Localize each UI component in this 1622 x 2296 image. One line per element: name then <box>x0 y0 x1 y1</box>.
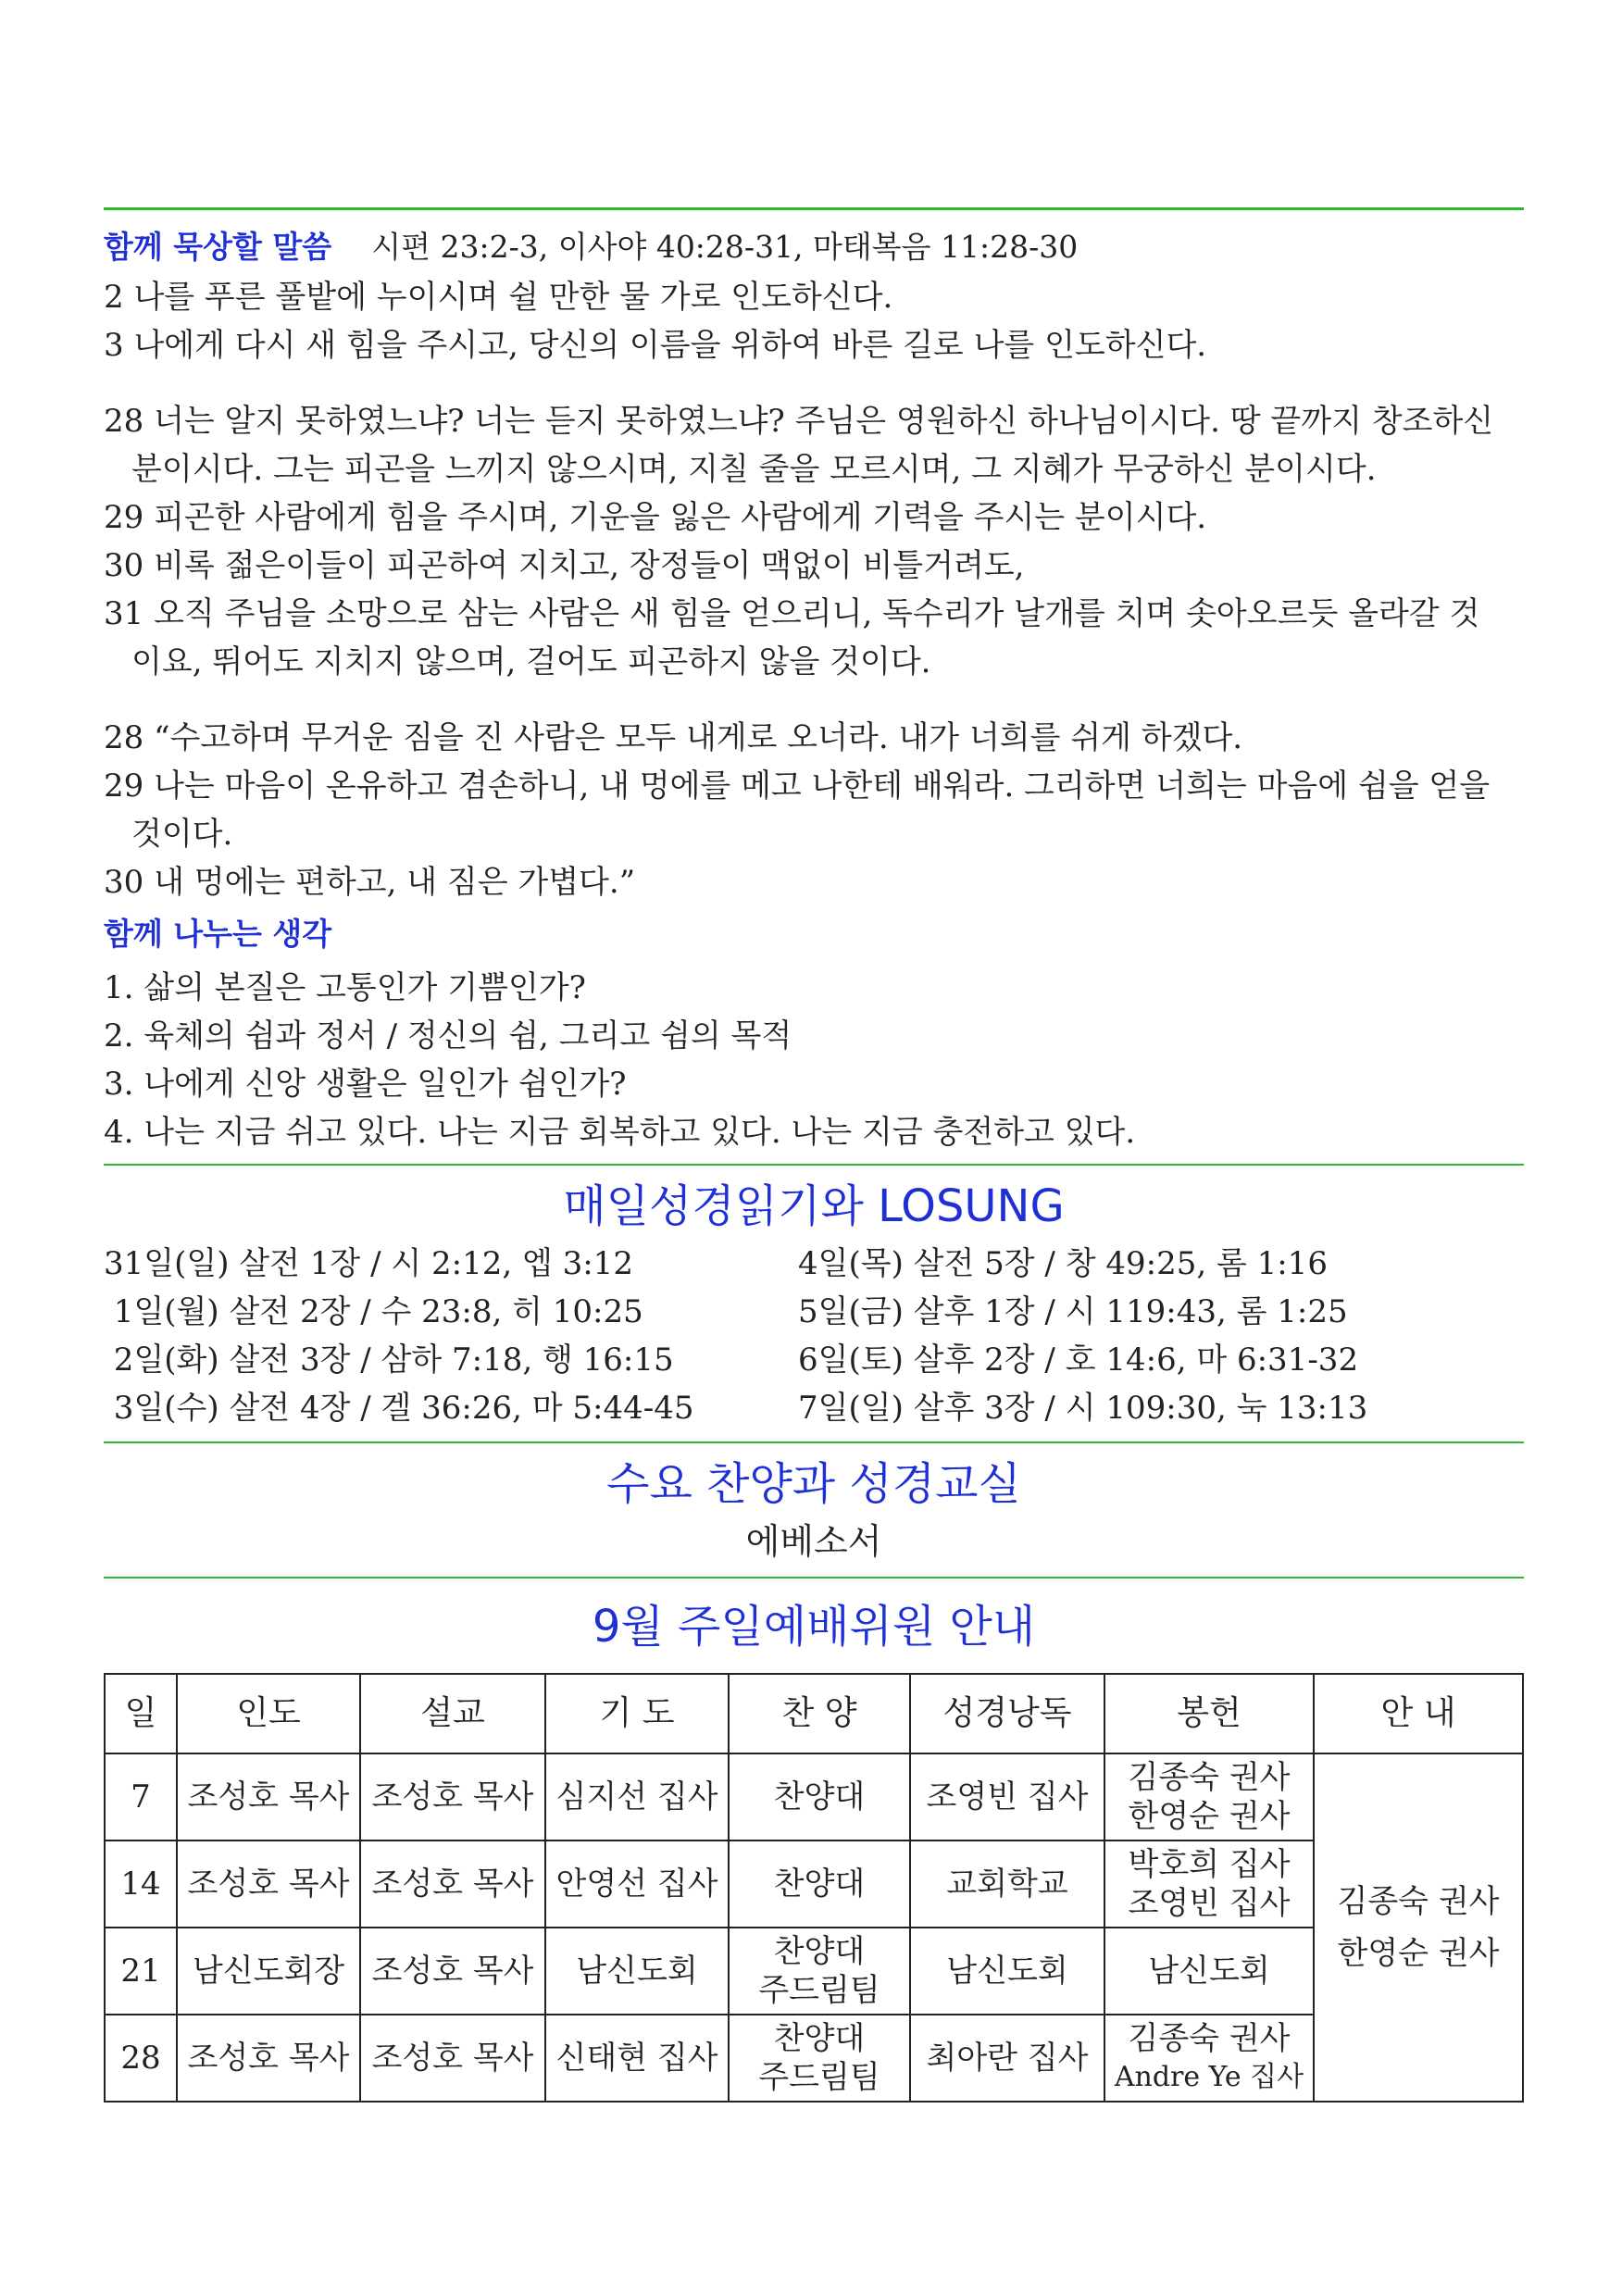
cell-praise <box>729 1753 910 1841</box>
column-header-reading: 성경낭독 <box>910 1674 1104 1753</box>
cell-sermon: 조성호 목사 <box>360 1753 545 1841</box>
usher-line: 한영순 권사 <box>1337 1935 1500 1972</box>
verse-line: 분이시다. 그는 피곤을 느끼지 않으시며, 지칠 줄을 모르시며, 그 지혜가 무궁하신 분이시다. <box>131 451 1377 488</box>
verse-line: 31 오직 주님을 소망으로 삼는 사람은 새 힘을 얻으리니, 독수리가 날개를 치며 솟아오르듯 올라갈 것 <box>104 595 1480 632</box>
cell-lead: 남신도회장 <box>177 1928 360 2015</box>
verse-line: 29 나는 마음이 온유하고 겸손하니, 내 멍에를 메고 나한테 배워라. 그리하면 너희는 마음에 쉼을 얻을 <box>104 767 1491 805</box>
reading-entry: 7일(일) 살후 3장 / 시 109:30, 눅 13:13 <box>798 1390 1368 1427</box>
section-divider <box>104 1441 1524 1443</box>
offering-line: 김종숙 권사 <box>1128 2020 1291 2057</box>
praise-line: 찬양대 <box>773 1778 866 1816</box>
column-header-praise: 찬 양 <box>729 1674 910 1753</box>
table-header-row <box>105 1674 1523 1753</box>
cell-reading: 조영빈 집사 <box>910 1753 1104 1841</box>
praise-line: 주드림팀 <box>758 1972 880 2009</box>
praise-line: 찬양대 <box>773 1933 866 1970</box>
cell-lead: 조성호 목사 <box>177 1753 360 1841</box>
table-row <box>105 1841 1523 1928</box>
cell-prayer: 남신도회 <box>545 1928 729 2015</box>
reading-entry: 3일(수) 살전 4장 / 겔 36:26, 마 5:44-45 <box>104 1390 694 1427</box>
verse-line: 이요, 뛰어도 지치지 않으며, 걸어도 피곤하지 않을 것이다. <box>131 643 931 680</box>
offering-line: 김종숙 권사 <box>1128 1759 1291 1796</box>
verse-line: 29 피곤한 사람에게 힘을 주시며, 기운을 잃은 사람에게 기력을 주시는 분이시다. <box>104 499 1207 536</box>
verse-block-isaiah <box>104 397 1524 686</box>
verse-block-matthew <box>104 714 1524 906</box>
reading-left-column <box>104 1240 798 1432</box>
cell-offering <box>1104 1841 1314 1928</box>
cell-day: 7 <box>105 1753 177 1841</box>
praise-line: 주드림팀 <box>758 2059 880 2096</box>
sharing-heading: 함께 나누는 생각 <box>104 916 332 952</box>
list-item: 2. 육체의 쉼과 정서 / 정신의 쉼, 그리고 쉼의 목적 <box>104 1017 792 1054</box>
cell-offering <box>1104 2015 1314 2102</box>
column-header-usher: 안 내 <box>1314 1674 1523 1753</box>
section-divider <box>104 1164 1524 1166</box>
cell-sermon: 조성호 목사 <box>360 1928 545 2015</box>
column-header-lead: 인도 <box>177 1674 360 1753</box>
cell-praise <box>729 1928 910 2015</box>
verse-line: 3 나에게 다시 새 힘을 주시고, 당신의 이름을 위하여 바른 길로 나를 인도하신다. <box>104 327 1207 364</box>
reading-entry: 5일(금) 살후 1장 / 시 119:43, 롬 1:25 <box>798 1293 1348 1330</box>
verse-line: 30 비록 젊은이들이 피곤하여 지치고, 장정들이 맥없이 비틀거려도, <box>104 547 1025 584</box>
list-item: 3. 나에게 신앙 생활은 일인가 쉼인가? <box>104 1066 627 1103</box>
meditation-header <box>104 223 1524 271</box>
reading-schedule <box>104 1240 1524 1432</box>
cell-reading: 교회학교 <box>910 1841 1104 1928</box>
wednesday-subtitle: 에베소서 <box>745 1521 882 1562</box>
worship-committee-table <box>104 1673 1524 2103</box>
reading-entry: 6일(토) 살후 2장 / 호 14:6, 마 6:31-32 <box>798 1341 1359 1379</box>
list-item: 1. 삶의 본질은 고통인가 기쁨인가? <box>104 969 586 1006</box>
table-row <box>105 2015 1523 2102</box>
cell-lead: 조성호 목사 <box>177 2015 360 2102</box>
verse-line: 28 너는 알지 못하였느냐? 너는 듣지 못하였느냐? 주님은 영원하신 하나님이시다. 땅 끝까지 창조하신 <box>104 403 1494 440</box>
reading-title: 매일성경읽기와 LOSUNG <box>563 1180 1065 1232</box>
cell-sermon: 조성호 목사 <box>360 1841 545 1928</box>
offering-line: Andre Ye 집사 <box>1114 2061 1304 2093</box>
usher-line: 김종숙 권사 <box>1337 1883 1500 1920</box>
cell-offering <box>1104 1928 1314 2015</box>
schedule-title: 9월 주일예배위원 안내 <box>592 1601 1036 1653</box>
wednesday-title: 수요 찬양과 성경교실 <box>606 1458 1021 1510</box>
table-row <box>105 1928 1523 2015</box>
cell-day: 14 <box>105 1841 177 1928</box>
reading-right-column <box>798 1240 1520 1432</box>
offering-line: 조영빈 집사 <box>1128 1885 1291 1922</box>
bulletin-page <box>104 0 1524 2103</box>
reading-entry: 31일(일) 살전 1장 / 시 2:12, 엡 3:12 <box>104 1245 633 1282</box>
cell-reading: 최아란 집사 <box>910 2015 1104 2102</box>
cell-lead: 조성호 목사 <box>177 1841 360 1928</box>
sharing-list <box>104 964 1524 1156</box>
top-divider <box>104 207 1524 210</box>
section-divider <box>104 1577 1524 1578</box>
column-header-day: 일 <box>105 1674 177 1753</box>
offering-line: 남신도회 <box>1148 1953 1270 1990</box>
cell-prayer: 심지선 집사 <box>545 1753 729 1841</box>
reading-entry: 4일(목) 살전 5장 / 창 49:25, 롬 1:16 <box>798 1245 1328 1282</box>
verse-line: 30 내 멍에는 편하고, 내 짐은 가볍다.” <box>104 864 636 901</box>
verse-line: 것이다. <box>131 816 233 853</box>
column-header-sermon: 설교 <box>360 1674 545 1753</box>
cell-reading: 남신도회 <box>910 1928 1104 2015</box>
meditation-heading: 함께 묵상할 말씀 <box>104 229 332 265</box>
verse-line: 2 나를 푸른 풀밭에 누이시며 쉴 만한 물 가로 인도하신다. <box>104 279 893 316</box>
cell-day: 21 <box>105 1928 177 2015</box>
cell-usher <box>1314 1753 1523 2102</box>
verse-line: 28 “수고하며 무거운 짐을 진 사람은 모두 내게로 오너라. 내가 너희를 쉬게 하겠다. <box>104 719 1243 756</box>
table-row <box>105 1753 1523 1841</box>
cell-prayer: 신태현 집사 <box>545 2015 729 2102</box>
scripture-reference: 시편 23:2-3, 이사야 40:28-31, 마태복음 11:28-30 <box>371 229 1079 265</box>
cell-day: 28 <box>105 2015 177 2102</box>
list-item: 4. 나는 지금 쉬고 있다. 나는 지금 회복하고 있다. 나는 지금 충전하고 있다. <box>104 1114 1136 1151</box>
verse-block-psalm <box>104 273 1524 369</box>
cell-praise <box>729 1841 910 1928</box>
praise-line: 찬양대 <box>773 1866 866 1903</box>
column-header-offering: 봉헌 <box>1104 1674 1314 1753</box>
cell-sermon: 조성호 목사 <box>360 2015 545 2102</box>
reading-entry: 1일(월) 살전 2장 / 수 23:8, 히 10:25 <box>104 1293 643 1330</box>
praise-line: 찬양대 <box>773 2020 866 2057</box>
column-header-prayer: 기 도 <box>545 1674 729 1753</box>
cell-praise <box>729 2015 910 2102</box>
offering-line: 한영순 권사 <box>1128 1798 1291 1835</box>
offering-line: 박호희 집사 <box>1128 1846 1291 1883</box>
cell-offering <box>1104 1753 1314 1841</box>
cell-prayer: 안영선 집사 <box>545 1841 729 1928</box>
reading-entry: 2일(화) 살전 3장 / 삼하 7:18, 행 16:15 <box>104 1341 674 1379</box>
